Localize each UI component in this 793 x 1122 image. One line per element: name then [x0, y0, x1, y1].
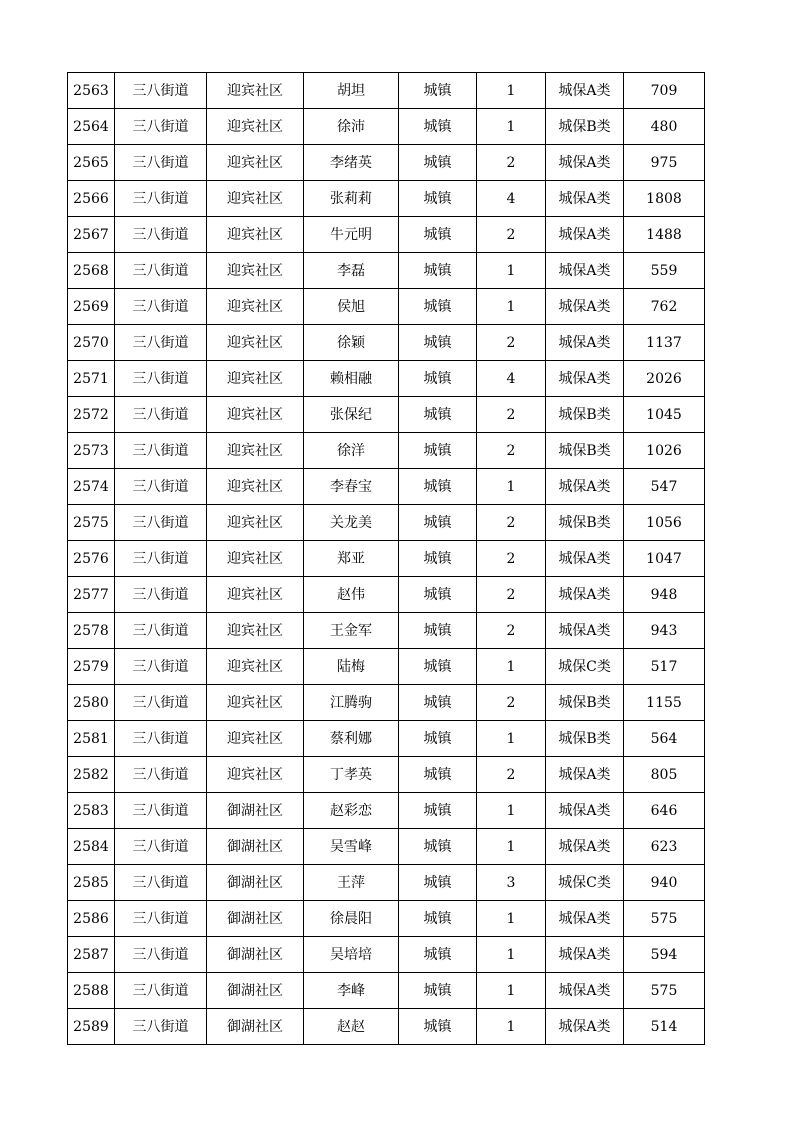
cell-category: 城保A类 — [546, 541, 624, 577]
cell-street: 三八街道 — [115, 469, 207, 505]
cell-person-name: 王萍 — [304, 865, 399, 901]
cell-household-size: 1 — [477, 973, 546, 1009]
cell-category: 城保A类 — [546, 361, 624, 397]
cell-area-type: 城镇 — [399, 829, 477, 865]
cell-category: 城保A类 — [546, 1009, 624, 1045]
cell-amount: 646 — [624, 793, 705, 829]
cell-amount: 594 — [624, 937, 705, 973]
cell-category: 城保A类 — [546, 73, 624, 109]
cell-street: 三八街道 — [115, 541, 207, 577]
cell-amount: 564 — [624, 721, 705, 757]
cell-area-type: 城镇 — [399, 73, 477, 109]
cell-street: 三八街道 — [115, 361, 207, 397]
cell-serial-number: 2585 — [68, 865, 115, 901]
cell-amount: 1045 — [624, 397, 705, 433]
cell-community: 御湖社区 — [207, 937, 304, 973]
cell-household-size: 2 — [477, 577, 546, 613]
cell-area-type: 城镇 — [399, 649, 477, 685]
table-body — [68, 73, 705, 1045]
cell-area-type: 城镇 — [399, 937, 477, 973]
cell-category: 城保A类 — [546, 937, 624, 973]
cell-serial-number: 2568 — [68, 253, 115, 289]
cell-serial-number: 2589 — [68, 1009, 115, 1045]
table-row — [68, 721, 705, 757]
cell-amount: 1056 — [624, 505, 705, 541]
table-row — [68, 937, 705, 973]
cell-area-type: 城镇 — [399, 757, 477, 793]
cell-area-type: 城镇 — [399, 577, 477, 613]
cell-category: 城保A类 — [546, 181, 624, 217]
cell-category: 城保C类 — [546, 865, 624, 901]
cell-community: 迎宾社区 — [207, 325, 304, 361]
table-row — [68, 109, 705, 145]
cell-household-size: 1 — [477, 649, 546, 685]
cell-amount: 575 — [624, 973, 705, 1009]
cell-community: 迎宾社区 — [207, 253, 304, 289]
cell-household-size: 1 — [477, 721, 546, 757]
cell-community: 御湖社区 — [207, 793, 304, 829]
cell-person-name: 江腾驹 — [304, 685, 399, 721]
cell-household-size: 1 — [477, 289, 546, 325]
cell-community: 迎宾社区 — [207, 721, 304, 757]
table-row — [68, 289, 705, 325]
cell-street: 三八街道 — [115, 577, 207, 613]
cell-area-type: 城镇 — [399, 721, 477, 757]
cell-person-name: 吴雪峰 — [304, 829, 399, 865]
cell-category: 城保A类 — [546, 973, 624, 1009]
cell-serial-number: 2576 — [68, 541, 115, 577]
table-row — [68, 361, 705, 397]
cell-category: 城保B类 — [546, 505, 624, 541]
table-row — [68, 793, 705, 829]
cell-serial-number: 2567 — [68, 217, 115, 253]
cell-category: 城保A类 — [546, 145, 624, 181]
cell-serial-number: 2563 — [68, 73, 115, 109]
cell-amount: 1047 — [624, 541, 705, 577]
cell-area-type: 城镇 — [399, 433, 477, 469]
cell-household-size: 1 — [477, 1009, 546, 1045]
cell-amount: 940 — [624, 865, 705, 901]
cell-street: 三八街道 — [115, 505, 207, 541]
cell-household-size: 4 — [477, 361, 546, 397]
cell-category: 城保A类 — [546, 793, 624, 829]
cell-community: 迎宾社区 — [207, 145, 304, 181]
cell-person-name: 赵伟 — [304, 577, 399, 613]
table-row — [68, 469, 705, 505]
cell-person-name: 蔡利娜 — [304, 721, 399, 757]
cell-area-type: 城镇 — [399, 289, 477, 325]
cell-household-size: 1 — [477, 73, 546, 109]
cell-area-type: 城镇 — [399, 613, 477, 649]
cell-serial-number: 2583 — [68, 793, 115, 829]
cell-community: 迎宾社区 — [207, 217, 304, 253]
cell-community: 迎宾社区 — [207, 73, 304, 109]
cell-household-size: 1 — [477, 253, 546, 289]
cell-amount: 762 — [624, 289, 705, 325]
cell-community: 迎宾社区 — [207, 757, 304, 793]
cell-serial-number: 2577 — [68, 577, 115, 613]
cell-amount: 1488 — [624, 217, 705, 253]
cell-amount: 943 — [624, 613, 705, 649]
cell-category: 城保B类 — [546, 433, 624, 469]
cell-street: 三八街道 — [115, 145, 207, 181]
cell-person-name: 赵赵 — [304, 1009, 399, 1045]
assistance-table — [67, 72, 705, 1045]
cell-community: 御湖社区 — [207, 973, 304, 1009]
cell-person-name: 李绪英 — [304, 145, 399, 181]
table-row — [68, 685, 705, 721]
cell-area-type: 城镇 — [399, 541, 477, 577]
cell-person-name: 张莉莉 — [304, 181, 399, 217]
table-row — [68, 901, 705, 937]
cell-community: 御湖社区 — [207, 1009, 304, 1045]
cell-person-name: 胡坦 — [304, 73, 399, 109]
cell-category: 城保B类 — [546, 397, 624, 433]
cell-amount: 575 — [624, 901, 705, 937]
cell-amount: 559 — [624, 253, 705, 289]
cell-category: 城保B类 — [546, 109, 624, 145]
cell-serial-number: 2580 — [68, 685, 115, 721]
cell-category: 城保C类 — [546, 649, 624, 685]
cell-person-name: 关龙美 — [304, 505, 399, 541]
cell-amount: 1155 — [624, 685, 705, 721]
cell-person-name: 王金军 — [304, 613, 399, 649]
cell-household-size: 1 — [477, 937, 546, 973]
cell-category: 城保A类 — [546, 469, 624, 505]
cell-person-name: 徐颖 — [304, 325, 399, 361]
cell-person-name: 徐沛 — [304, 109, 399, 145]
table-row — [68, 829, 705, 865]
cell-amount: 975 — [624, 145, 705, 181]
cell-category: 城保A类 — [546, 757, 624, 793]
cell-street: 三八街道 — [115, 253, 207, 289]
cell-community: 迎宾社区 — [207, 685, 304, 721]
cell-community: 迎宾社区 — [207, 181, 304, 217]
cell-category: 城保A类 — [546, 577, 624, 613]
cell-category: 城保A类 — [546, 217, 624, 253]
table-row — [68, 1009, 705, 1045]
cell-serial-number: 2572 — [68, 397, 115, 433]
cell-community: 迎宾社区 — [207, 433, 304, 469]
cell-area-type: 城镇 — [399, 1009, 477, 1045]
cell-serial-number: 2566 — [68, 181, 115, 217]
cell-serial-number: 2575 — [68, 505, 115, 541]
cell-street: 三八街道 — [115, 1009, 207, 1045]
cell-person-name: 李春宝 — [304, 469, 399, 505]
cell-serial-number: 2587 — [68, 937, 115, 973]
cell-category: 城保A类 — [546, 613, 624, 649]
cell-person-name: 郑亚 — [304, 541, 399, 577]
cell-household-size: 1 — [477, 829, 546, 865]
cell-amount: 2026 — [624, 361, 705, 397]
cell-community: 迎宾社区 — [207, 361, 304, 397]
cell-household-size: 2 — [477, 433, 546, 469]
cell-area-type: 城镇 — [399, 865, 477, 901]
cell-person-name: 吴培培 — [304, 937, 399, 973]
cell-household-size: 2 — [477, 685, 546, 721]
cell-community: 迎宾社区 — [207, 613, 304, 649]
cell-household-size: 3 — [477, 865, 546, 901]
cell-street: 三八街道 — [115, 757, 207, 793]
table-row — [68, 217, 705, 253]
cell-household-size: 2 — [477, 325, 546, 361]
cell-street: 三八街道 — [115, 721, 207, 757]
cell-area-type: 城镇 — [399, 973, 477, 1009]
table-row — [68, 865, 705, 901]
cell-community: 迎宾社区 — [207, 505, 304, 541]
cell-area-type: 城镇 — [399, 901, 477, 937]
cell-serial-number: 2581 — [68, 721, 115, 757]
cell-area-type: 城镇 — [399, 361, 477, 397]
cell-amount: 623 — [624, 829, 705, 865]
cell-household-size: 2 — [477, 217, 546, 253]
cell-person-name: 徐洋 — [304, 433, 399, 469]
cell-community: 迎宾社区 — [207, 397, 304, 433]
cell-person-name: 陆梅 — [304, 649, 399, 685]
cell-category: 城保A类 — [546, 325, 624, 361]
table-row — [68, 73, 705, 109]
cell-area-type: 城镇 — [399, 397, 477, 433]
cell-community: 迎宾社区 — [207, 289, 304, 325]
cell-person-name: 李磊 — [304, 253, 399, 289]
table-row — [68, 649, 705, 685]
cell-area-type: 城镇 — [399, 469, 477, 505]
cell-household-size: 2 — [477, 613, 546, 649]
cell-amount: 547 — [624, 469, 705, 505]
cell-area-type: 城镇 — [399, 505, 477, 541]
cell-street: 三八街道 — [115, 325, 207, 361]
cell-community: 迎宾社区 — [207, 577, 304, 613]
cell-person-name: 张保纪 — [304, 397, 399, 433]
cell-category: 城保A类 — [546, 253, 624, 289]
cell-community: 迎宾社区 — [207, 469, 304, 505]
cell-area-type: 城镇 — [399, 109, 477, 145]
cell-street: 三八街道 — [115, 289, 207, 325]
cell-community: 御湖社区 — [207, 865, 304, 901]
table-row — [68, 577, 705, 613]
cell-community: 御湖社区 — [207, 901, 304, 937]
cell-amount: 1808 — [624, 181, 705, 217]
cell-serial-number: 2574 — [68, 469, 115, 505]
cell-street: 三八街道 — [115, 649, 207, 685]
cell-category: 城保B类 — [546, 721, 624, 757]
table-row — [68, 397, 705, 433]
cell-amount: 805 — [624, 757, 705, 793]
cell-amount: 480 — [624, 109, 705, 145]
cell-serial-number: 2564 — [68, 109, 115, 145]
cell-person-name: 赖相融 — [304, 361, 399, 397]
cell-serial-number: 2588 — [68, 973, 115, 1009]
cell-street: 三八街道 — [115, 397, 207, 433]
cell-amount: 514 — [624, 1009, 705, 1045]
cell-person-name: 侯旭 — [304, 289, 399, 325]
cell-household-size: 2 — [477, 145, 546, 181]
cell-household-size: 1 — [477, 901, 546, 937]
cell-serial-number: 2584 — [68, 829, 115, 865]
table-row — [68, 181, 705, 217]
cell-community: 御湖社区 — [207, 829, 304, 865]
cell-serial-number: 2586 — [68, 901, 115, 937]
cell-serial-number: 2578 — [68, 613, 115, 649]
table-row — [68, 253, 705, 289]
cell-street: 三八街道 — [115, 937, 207, 973]
table-row — [68, 325, 705, 361]
cell-area-type: 城镇 — [399, 145, 477, 181]
cell-serial-number: 2571 — [68, 361, 115, 397]
cell-area-type: 城镇 — [399, 217, 477, 253]
cell-amount: 948 — [624, 577, 705, 613]
cell-serial-number: 2569 — [68, 289, 115, 325]
cell-person-name: 徐晨阳 — [304, 901, 399, 937]
cell-community: 迎宾社区 — [207, 649, 304, 685]
cell-street: 三八街道 — [115, 973, 207, 1009]
table-row — [68, 145, 705, 181]
cell-street: 三八街道 — [115, 217, 207, 253]
cell-street: 三八街道 — [115, 181, 207, 217]
cell-category: 城保A类 — [546, 289, 624, 325]
cell-serial-number: 2573 — [68, 433, 115, 469]
cell-street: 三八街道 — [115, 109, 207, 145]
cell-household-size: 2 — [477, 541, 546, 577]
cell-household-size: 2 — [477, 505, 546, 541]
cell-category: 城保A类 — [546, 829, 624, 865]
cell-serial-number: 2579 — [68, 649, 115, 685]
cell-street: 三八街道 — [115, 829, 207, 865]
cell-area-type: 城镇 — [399, 685, 477, 721]
cell-street: 三八街道 — [115, 865, 207, 901]
cell-amount: 517 — [624, 649, 705, 685]
cell-household-size: 1 — [477, 469, 546, 505]
table-row — [68, 541, 705, 577]
table-row — [68, 973, 705, 1009]
table-row — [68, 757, 705, 793]
cell-street: 三八街道 — [115, 613, 207, 649]
cell-street: 三八街道 — [115, 73, 207, 109]
cell-amount: 709 — [624, 73, 705, 109]
cell-area-type: 城镇 — [399, 793, 477, 829]
cell-serial-number: 2570 — [68, 325, 115, 361]
cell-area-type: 城镇 — [399, 325, 477, 361]
cell-street: 三八街道 — [115, 685, 207, 721]
cell-household-size: 1 — [477, 109, 546, 145]
cell-household-size: 2 — [477, 397, 546, 433]
cell-serial-number: 2582 — [68, 757, 115, 793]
cell-person-name: 赵彩恋 — [304, 793, 399, 829]
cell-community: 迎宾社区 — [207, 541, 304, 577]
cell-household-size: 4 — [477, 181, 546, 217]
cell-amount: 1026 — [624, 433, 705, 469]
cell-amount: 1137 — [624, 325, 705, 361]
cell-person-name: 丁孝英 — [304, 757, 399, 793]
cell-street: 三八街道 — [115, 901, 207, 937]
cell-area-type: 城镇 — [399, 181, 477, 217]
table-row — [68, 505, 705, 541]
cell-category: 城保B类 — [546, 685, 624, 721]
cell-serial-number: 2565 — [68, 145, 115, 181]
table-row — [68, 613, 705, 649]
cell-household-size: 1 — [477, 793, 546, 829]
cell-street: 三八街道 — [115, 433, 207, 469]
cell-person-name: 牛元明 — [304, 217, 399, 253]
cell-community: 迎宾社区 — [207, 109, 304, 145]
cell-area-type: 城镇 — [399, 253, 477, 289]
cell-household-size: 2 — [477, 757, 546, 793]
cell-person-name: 李峰 — [304, 973, 399, 1009]
cell-category: 城保A类 — [546, 901, 624, 937]
cell-street: 三八街道 — [115, 793, 207, 829]
table-row — [68, 433, 705, 469]
